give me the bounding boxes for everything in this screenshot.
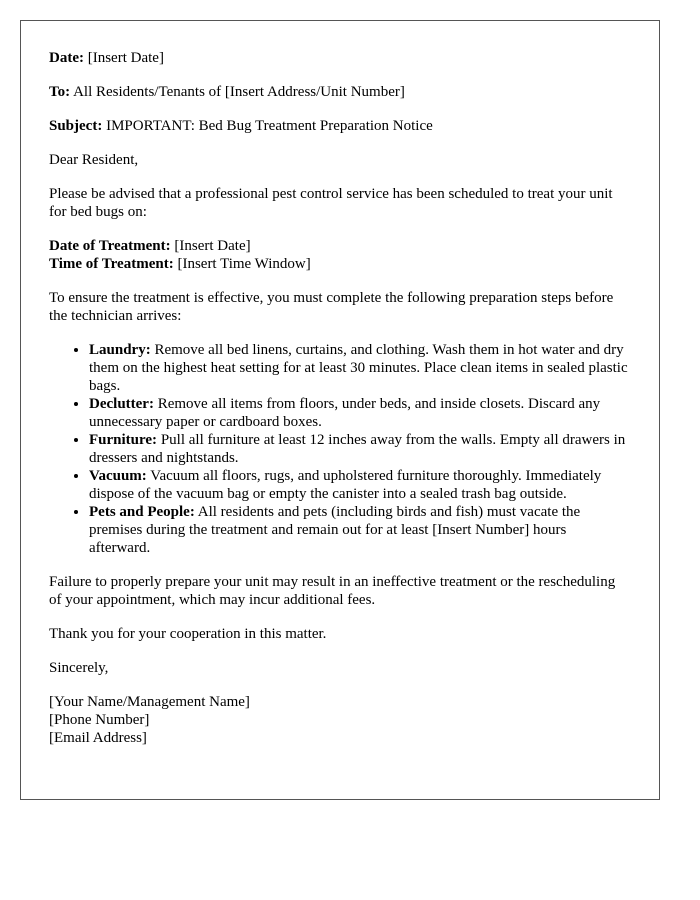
- treatment-date-line: [49, 237, 631, 255]
- step-label: Declutter:: [89, 396, 154, 412]
- subject-value: IMPORTANT: Bed Bug Treatment Preparation Notice: [106, 118, 433, 134]
- preparation-steps-list: [49, 341, 631, 557]
- greeting: Dear Resident,: [49, 152, 139, 168]
- list-item: [89, 395, 631, 431]
- warning-paragraph: Failure to properly prepare your unit may result in an ineffective treatment or the rescheduling of your appointment, which may incur additional fees.: [49, 574, 616, 608]
- list-item: [89, 467, 631, 503]
- step-text: Pull all furniture at least 12 inches away from the walls. Empty all drawers in dressers and nightstands.: [89, 432, 626, 466]
- step-text: Vacuum all floors, rugs, and upholstered furniture thoroughly. Immediately dispose of the vacuum bag or empty the canister into a sealed trash bag outside.: [89, 468, 602, 502]
- step-text: Remove all bed linens, curtains, and clothing. Wash them in hot water and dry them on the highest heat setting for at least 30 minutes. Place clean items in sealed plastic bags.: [89, 342, 628, 394]
- subject-label: Subject:: [49, 118, 103, 134]
- treatment-time-line: [49, 255, 631, 273]
- step-text: All residents and pets (including birds and fish) must vacate the premises during the treatment and remain out for at least [Insert Number] hours afterward.: [89, 504, 581, 556]
- subject-line: [49, 117, 631, 135]
- signature-email: [Email Address]: [49, 730, 147, 746]
- recipient-line: [49, 83, 631, 101]
- intro-paragraph: Please be advised that a professional pest control service has been scheduled to treat your unit for bed bugs on:: [49, 186, 613, 220]
- signature-phone: [Phone Number]: [49, 712, 150, 728]
- step-label: Laundry:: [89, 342, 151, 358]
- letter: [20, 20, 660, 800]
- treatment-date-label: Date of Treatment:: [49, 238, 171, 254]
- date-value: [Insert Date]: [87, 50, 164, 66]
- list-item: [89, 503, 631, 557]
- date-label: Date:: [49, 50, 84, 66]
- list-item: [89, 431, 631, 467]
- closing: Sincerely,: [49, 660, 109, 676]
- date-line: [49, 49, 631, 67]
- signature-block: [49, 693, 631, 747]
- instructions-intro: To ensure the treatment is effective, you must complete the following preparation steps before the technician arrives:: [49, 290, 614, 324]
- recipient-value: All Residents/Tenants of [Insert Address/Unit Number]: [73, 84, 405, 100]
- treatment-date-value: [Insert Date]: [174, 238, 251, 254]
- list-item: [89, 341, 631, 395]
- treatment-time-value: [Insert Time Window]: [177, 256, 311, 272]
- recipient-label: To:: [49, 84, 71, 100]
- thanks-paragraph: Thank you for your cooperation in this matter.: [49, 626, 327, 642]
- treatment-time-label: Time of Treatment:: [49, 256, 174, 272]
- step-label: Pets and People:: [89, 504, 195, 520]
- step-label: Furniture:: [89, 432, 158, 448]
- signature-name: [Your Name/Management Name]: [49, 694, 250, 710]
- step-label: Vacuum:: [89, 468, 147, 484]
- step-text: Remove all items from floors, under beds, and inside closets. Discard any unnecessary paper or cardboard boxes.: [89, 396, 601, 430]
